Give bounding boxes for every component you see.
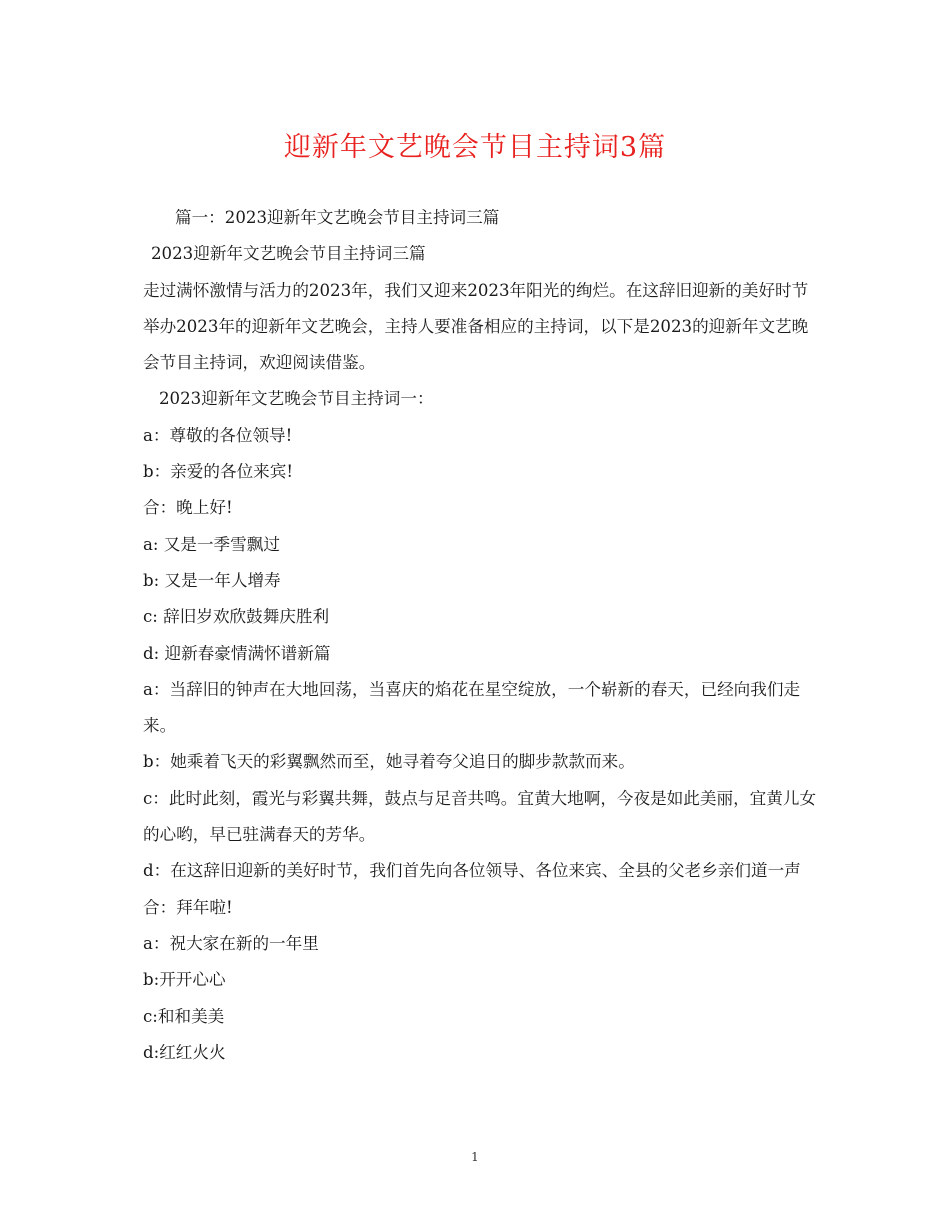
paragraph: a: 又是一季雪飘过 <box>143 534 280 554</box>
paragraph: c：此时此刻，霞光与彩翼共舞，鼓点与足音共鸣。宜黄大地啊，今夜是如此美丽，宜黄儿女的心哟，早已驻满春天的芳华。 <box>143 788 817 845</box>
paragraph: d：在这辞旧迎新的美好时节，我们首先向各位领导、各位来宾、全县的父老乡亲们道一声 <box>143 861 801 881</box>
paragraph: 篇一：2023迎新年文艺晚会节目主持词三篇 <box>175 208 500 227</box>
page-number: 1 <box>471 1150 479 1164</box>
paragraph: a：祝大家在新的一年里 <box>143 933 319 953</box>
paragraph: a：尊敬的各位领导! <box>143 425 293 445</box>
paragraph: d: 迎新春豪情满怀谱新篇 <box>143 643 331 663</box>
paragraph: b:开开心心 <box>143 970 226 990</box>
paragraph: c:和和美美 <box>143 1006 225 1026</box>
paragraph: c: 辞旧岁欢欣鼓舞庆胜利 <box>143 607 330 627</box>
paragraph: a：当辞旧的钟声在大地回荡，当喜庆的焰花在星空绽放，一个崭新的春天，已经向我们走来。 <box>143 679 801 736</box>
paragraph: 走过满怀激情与活力的2023年，我们又迎来2023年阳光的绚烂。在这辞旧迎新的美好时节举办2023年的迎新年文艺晚会，主持人要准备相应的主持词，以下是2023的迎新年文艺晚会节目主持词，欢迎阅读借鉴。 <box>143 280 809 373</box>
paragraph: b：亲爱的各位来宾! <box>143 462 294 482</box>
paragraph: b: 又是一年人增寿 <box>143 570 281 590</box>
document-body <box>143 200 818 1071</box>
paragraph: d:红红火火 <box>143 1042 226 1062</box>
document-title: 迎新年文艺晚会节目主持词3篇 <box>283 132 667 163</box>
paragraph: b：她乘着飞天的彩翼飘然而至，她寻着夸父追日的脚步款款而来。 <box>143 752 635 772</box>
paragraph: 2023迎新年文艺晚会节目主持词三篇 <box>151 244 426 264</box>
paragraph: 合：晚上好! <box>143 498 233 518</box>
paragraph: 合：拜年啦! <box>143 897 233 917</box>
paragraph: 2023迎新年文艺晚会节目主持词一： <box>159 389 434 409</box>
